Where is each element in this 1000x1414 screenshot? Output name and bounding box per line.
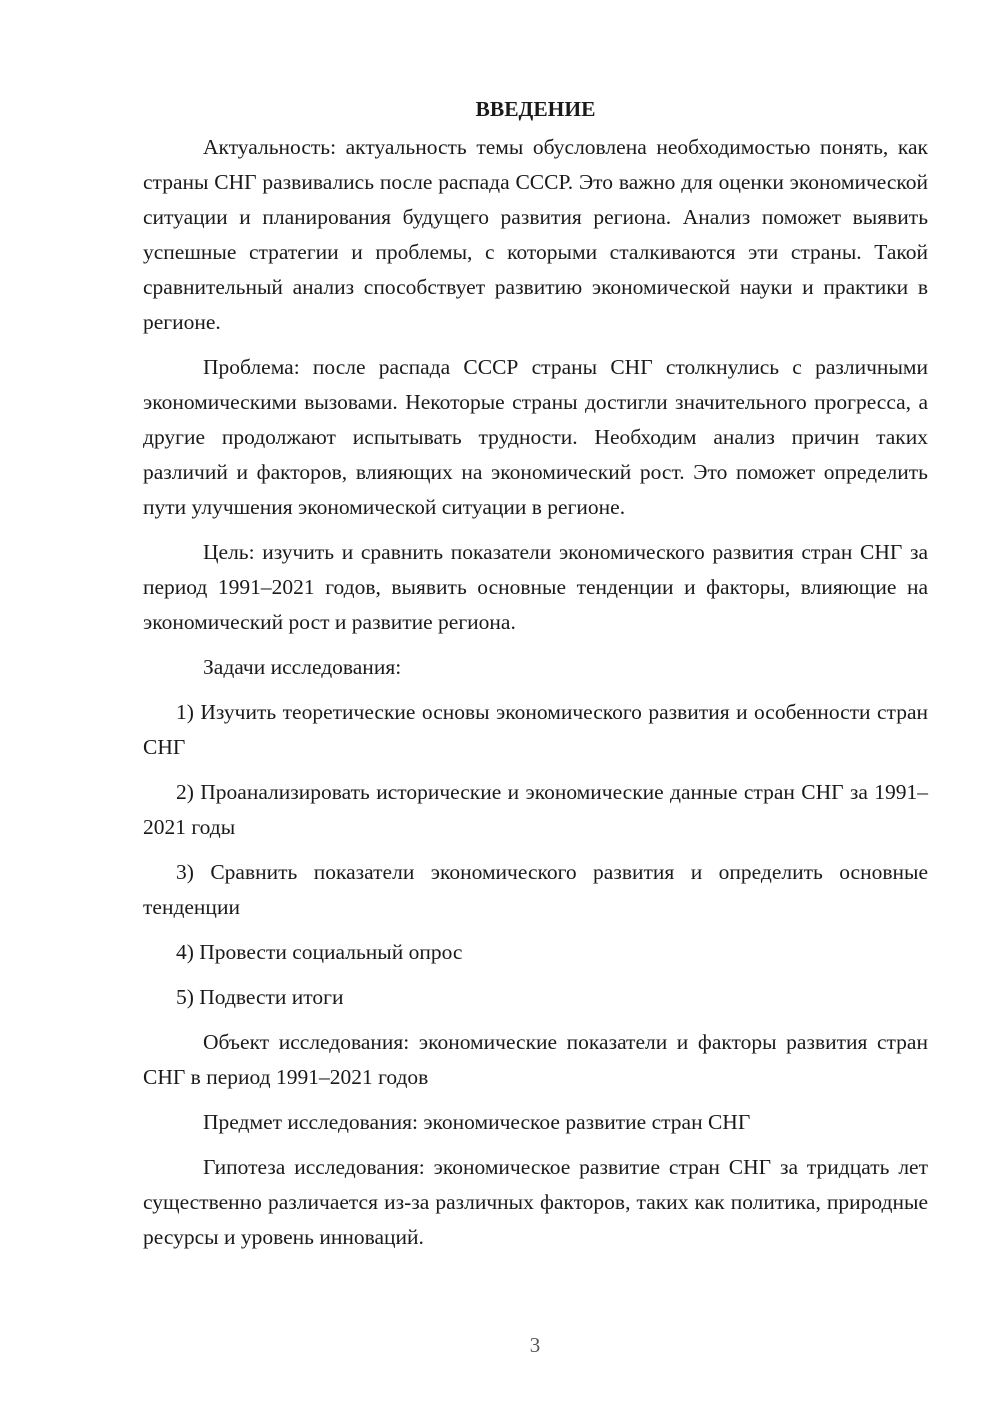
page-number: 3 [529,1333,541,1357]
goal-paragraph: Цель: изучить и сравнить показатели экономического развития стран СНГ за период 1991–2021 годов, выявить основные тенденции и факторы, влияющие на экономический рост и развитие региона. [143,540,928,634]
subject-paragraph: Предмет исследования: экономическое развитие стран СНГ [203,1110,751,1134]
page-content [143,92,928,1255]
task-item-4: 4) Провести социальный опрос [176,940,463,964]
tasks-heading: Задачи исследования: [203,655,402,679]
task-item-2: 2) Проанализировать исторические и экономические данные стран СНГ за 1991–2021 годы [143,780,928,839]
task-item-5: 5) Подвести итоги [176,985,344,1009]
task-item-1: 1) Изучить теоретические основы экономического развития и особенности стран СНГ [143,700,928,759]
task-item-3: 3) Сравнить показатели экономического развития и определить основные тенденции [143,860,928,919]
hypothesis-paragraph: Гипотеза исследования: экономическое развитие стран СНГ за тридцать лет существенно различается из-за различных факторов, таких как политика, природные ресурсы и уровень инноваций. [143,1155,928,1249]
object-paragraph: Объект исследования: экономические показатели и факторы развития стран СНГ в период 1991–2021 годов [143,1030,928,1089]
problem-paragraph: Проблема: после распада СССР страны СНГ столкнулись с различными экономическими вызовами. Некоторые страны достигли значительного прогресса, а другие продолжают испытывать трудности. Необходим анализ причин таких различий и факторов, влияющих на экономический рост. Это поможет определить пути улучшения экономической ситуации в регионе. [143,355,928,519]
section-title: ВВЕДЕНИЕ [475,97,596,121]
relevance-paragraph: Актуальность: актуальность темы обусловлена необходимостью понять, как страны СНГ развивались после распада СССР. Это важно для оценки экономической ситуации и планирования будущего развития региона. Анализ поможет выявить успешные стратегии и проблемы, с которыми сталкиваются эти страны. Такой сравнительный анализ способствует развитию экономической науки и практики в регионе. [143,135,928,334]
